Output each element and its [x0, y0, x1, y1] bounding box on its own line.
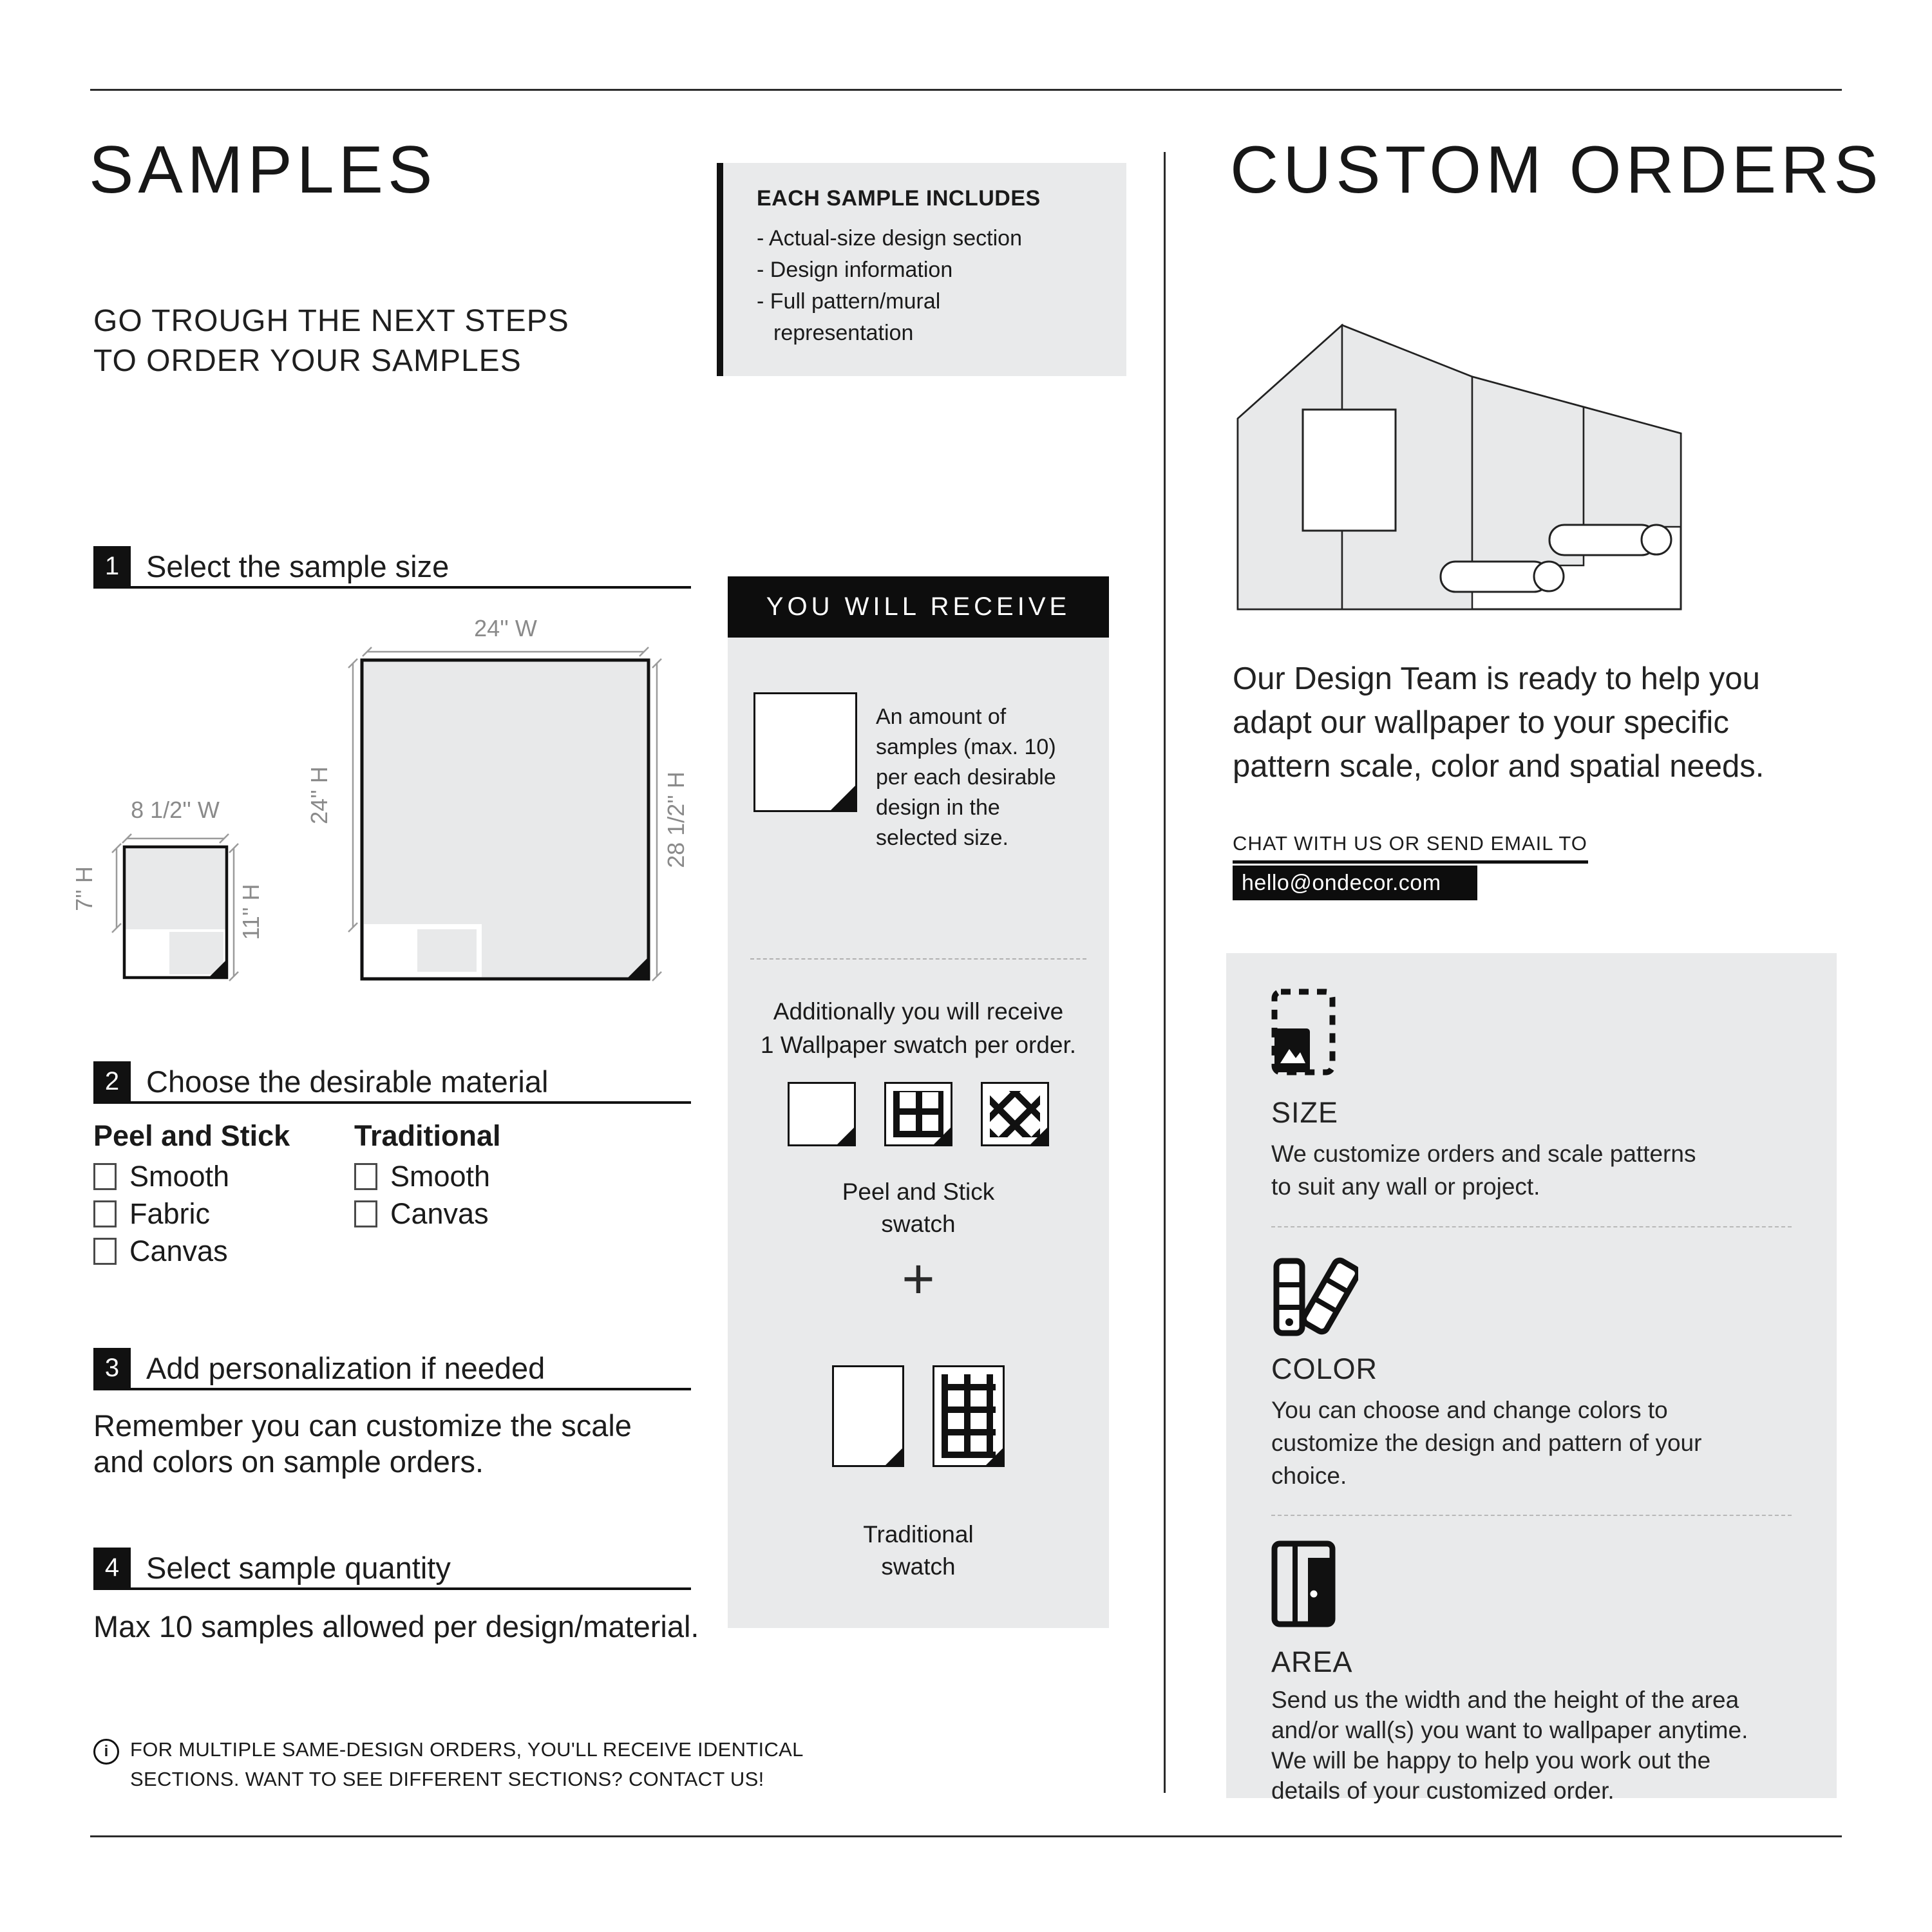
traditional-header: Traditional	[354, 1119, 501, 1152]
you-will-receive-label: YOU WILL RECEIVE	[766, 592, 1071, 621]
footer-note-line1: FOR MULTIPLE SAME-DESIGN ORDERS, YOU'LL RECEIVE IDENTICAL	[130, 1738, 804, 1761]
material-option-label: Canvas	[129, 1235, 228, 1267]
you-will-receive-header	[728, 576, 1109, 638]
step-4-title: Select sample quantity	[146, 1550, 451, 1585]
window-shape	[1303, 410, 1396, 531]
peel-swatch-label1: Peel and Stick	[842, 1179, 995, 1205]
includes-item: representation	[773, 321, 914, 345]
paper-sample-icon	[753, 692, 857, 812]
includes-item: - Actual-size design section	[757, 226, 1022, 251]
feature-divider	[1271, 1515, 1792, 1516]
material-option	[354, 1195, 490, 1233]
amount-text-line: selected size.	[876, 826, 1009, 850]
large-height-left-label: 24'' H	[306, 766, 332, 824]
peel-and-stick-options	[93, 1158, 229, 1270]
checkbox-icon[interactable]	[93, 1200, 117, 1227]
wallpaper-roll-shape	[1549, 525, 1656, 555]
checkbox-icon[interactable]	[93, 1163, 117, 1190]
samples-title: SAMPLES	[89, 133, 437, 207]
custom-features-panel	[1226, 953, 1837, 1804]
feature-area-text	[1271, 1685, 1748, 1806]
step-1-header	[93, 546, 691, 589]
step-2-badge: 2	[93, 1061, 131, 1101]
peel-swatch-label2: swatch	[881, 1211, 956, 1237]
crosshatch-pattern	[990, 1091, 1040, 1137]
info-icon-glyph: i	[104, 1743, 109, 1760]
material-option-label: Smooth	[129, 1160, 230, 1193]
traditional-swatch-label2: swatch	[881, 1553, 956, 1580]
feature-color-line: customize the design and pattern of your	[1271, 1430, 1702, 1456]
personalization-note-line2: and colors on sample orders.	[93, 1444, 484, 1479]
sample-size-diagram	[64, 605, 708, 1095]
footer-note	[130, 1735, 804, 1794]
large-height-right-label: 28 1/2'' H	[663, 772, 689, 868]
traditional-swatch-row	[728, 1365, 1109, 1467]
material-option-label: Canvas	[390, 1197, 489, 1230]
additional-line1: Additionally you will receive	[773, 998, 1064, 1025]
additional-line2: 1 Wallpaper swatch per order.	[760, 1032, 1077, 1058]
feature-color-line: You can choose and change colors to	[1271, 1397, 1668, 1423]
amount-text	[876, 702, 1095, 853]
grid-pattern	[942, 1374, 996, 1458]
feature-area-line: details of your customized order.	[1271, 1777, 1615, 1804]
email-link[interactable]: hello@ondecor.com	[1233, 866, 1477, 900]
material-option-label: Fabric	[129, 1197, 211, 1230]
includes-item: - Design information	[757, 258, 953, 282]
amount-text-line: samples (max. 10)	[876, 735, 1056, 759]
you-will-receive-panel	[728, 638, 1109, 1628]
design-team-intro-line: pattern scale, color and spatial needs.	[1233, 749, 1765, 784]
contact-label: CHAT WITH US OR SEND EMAIL TO	[1233, 832, 1587, 855]
checkbox-icon[interactable]	[354, 1163, 377, 1190]
fabric-grid-swatch-icon	[933, 1365, 1005, 1467]
includes-title: EACH SAMPLE INCLUDES	[757, 186, 1041, 211]
feature-area-title: AREA	[1271, 1645, 1353, 1678]
size-crop-icon	[1271, 989, 1336, 1075]
feature-size-line: We customize orders and scale patterns	[1271, 1141, 1696, 1167]
canvas-crosshatch-swatch-icon	[981, 1082, 1049, 1146]
feature-area-line: We will be happy to help you work out the	[1271, 1747, 1711, 1774]
personalization-note	[93, 1408, 632, 1480]
samples-intro	[93, 301, 569, 381]
bottom-rule	[90, 1835, 1842, 1837]
step-1-title: Select the sample size	[146, 549, 450, 583]
material-option	[93, 1233, 229, 1270]
amount-text-line: An amount of	[876, 705, 1007, 729]
feature-area-line: and/or wall(s) you want to wallpaper anytime.	[1271, 1717, 1748, 1743]
includes-item: - Full pattern/mural	[757, 289, 941, 314]
personalization-note-line1: Remember you can customize the scale	[93, 1408, 632, 1443]
small-height-left-label: 7'' H	[71, 866, 97, 911]
feature-color-line: choice.	[1271, 1463, 1347, 1489]
house-illustration	[1233, 316, 1683, 612]
middle-divider	[750, 958, 1086, 960]
material-option-label: Smooth	[390, 1160, 491, 1193]
design-team-intro	[1233, 657, 1764, 788]
each-sample-includes-box	[717, 163, 1126, 376]
smooth-swatch-icon	[788, 1082, 856, 1146]
design-team-intro-line: adapt our wallpaper to your specific	[1233, 705, 1729, 740]
material-option	[354, 1158, 490, 1195]
feature-color-text	[1271, 1394, 1701, 1492]
peel-and-stick-header: Peel and Stick	[93, 1119, 290, 1152]
feature-size-text	[1271, 1137, 1696, 1203]
feature-size-title: SIZE	[1271, 1096, 1339, 1129]
feature-area-line: Send us the width and the height of the area	[1271, 1687, 1739, 1713]
step-4-header	[93, 1548, 691, 1590]
fabric-grid-swatch-icon	[884, 1082, 952, 1146]
peel-swatch-row	[728, 1082, 1109, 1146]
amount-text-line: per each desirable	[876, 765, 1056, 790]
plus-icon: +	[902, 1247, 935, 1311]
info-icon	[93, 1739, 119, 1765]
column-divider	[1164, 152, 1166, 1793]
smooth-swatch-icon	[832, 1365, 904, 1467]
material-option	[93, 1158, 229, 1195]
checkbox-icon[interactable]	[354, 1200, 377, 1227]
step-3-header	[93, 1348, 691, 1390]
step-3-badge: 3	[93, 1348, 131, 1388]
samples-intro-line1: GO TROUGH THE NEXT STEPS	[93, 304, 569, 338]
checkbox-icon[interactable]	[93, 1238, 117, 1265]
custom-orders-title: CUSTOM ORDERS	[1230, 133, 1883, 207]
feature-divider	[1271, 1226, 1792, 1227]
top-rule	[90, 89, 1842, 91]
material-option	[93, 1195, 229, 1233]
feature-color-title: COLOR	[1271, 1352, 1378, 1385]
step-2-title: Choose the desirable material	[146, 1064, 549, 1099]
wallpaper-roll-shape	[1441, 562, 1549, 592]
large-width-label: 24'' W	[474, 615, 537, 641]
wall-area-icon	[1271, 1540, 1336, 1627]
grid-pattern	[893, 1091, 943, 1137]
small-width-label: 8 1/2'' W	[131, 797, 220, 823]
design-team-intro-line: Our Design Team is ready to help you	[1233, 661, 1760, 696]
small-height-right-label: 11'' H	[238, 884, 264, 940]
feature-size-line: to suit any wall or project.	[1271, 1173, 1540, 1200]
step-1-badge: 1	[93, 546, 131, 586]
quantity-note: Max 10 samples allowed per design/material.	[93, 1609, 699, 1643]
step-3-title: Add personalization if needed	[146, 1350, 545, 1385]
amount-text-line: design in the	[876, 795, 1000, 820]
footer-note-line2: SECTIONS. WANT TO SEE DIFFERENT SECTIONS? CONTACT US!	[130, 1768, 764, 1790]
contact-underline	[1233, 860, 1588, 864]
traditional-options	[354, 1158, 490, 1233]
step-4-badge: 4	[93, 1548, 131, 1587]
color-swatches-icon	[1271, 1256, 1358, 1338]
samples-intro-line2: TO ORDER YOUR SAMPLES	[93, 344, 522, 378]
traditional-swatch-label1: Traditional	[863, 1521, 974, 1548]
